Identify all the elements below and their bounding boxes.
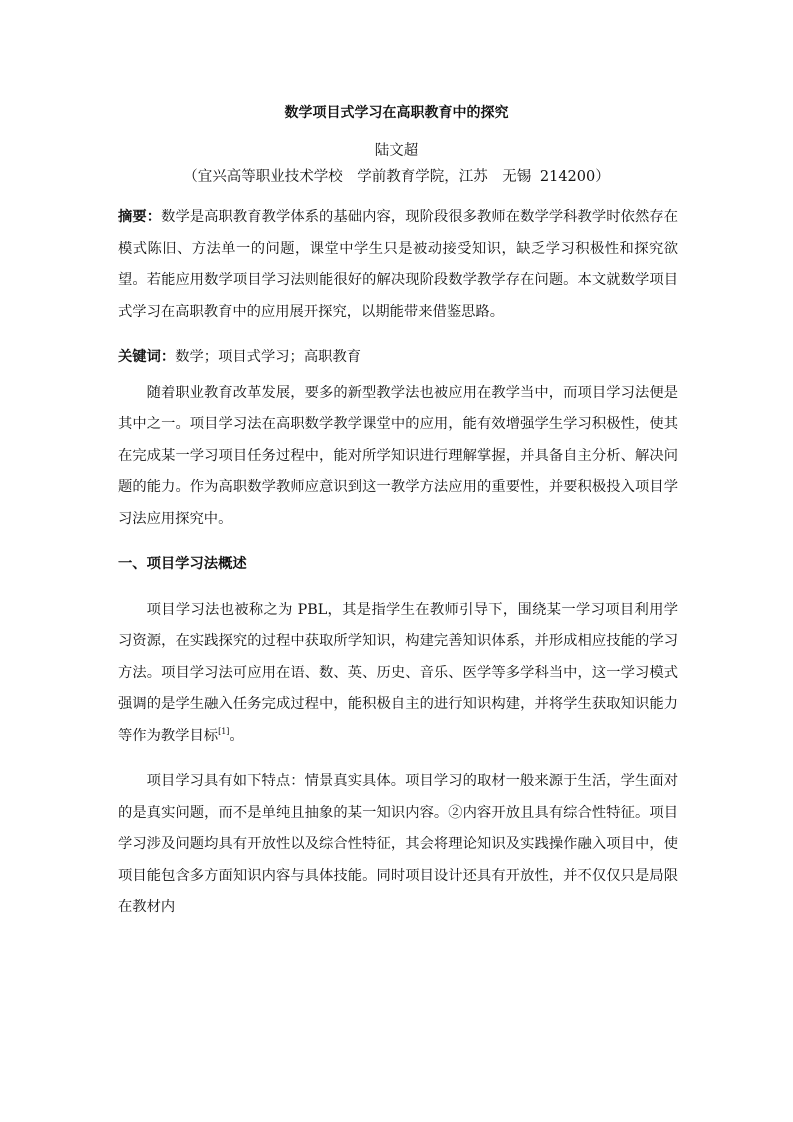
section1-paragraph-1-end: 。 xyxy=(229,727,244,744)
section1-paragraph-1 xyxy=(118,595,678,753)
abstract-text: 数学是高职教育教学体系的基础内容，现阶段很多教师在数学学科教学时依然存在模式陈旧、方法单一的问题，课堂中学生只是被动接受知识，缺乏学习积极性和探究欲望。若能应用数学项目学习法则能很好的解决现阶段数学教学存在问题。本文就数学项目式学习在高职教育中的应用展开探究，以期能带来借鉴思路。 xyxy=(118,209,679,320)
section1-paragraph-1-text: 项目学习法也被称之为 PBL，其是指学生在教师引导下，围绕某一学习项目利用学习资源，在实践探究的过程中获取所学知识，构建完善知识体系，并形成相应技能的学习方法。项目学习法可应用在语、数、英、历史、音乐、医学等多学科当中，这一学习模式强调的是学生融入任务完成过程中，能积极自主的进行知识构建，并将学生获取知识能力等作为教学目标 xyxy=(118,601,678,744)
abstract-label: 摘要： xyxy=(118,209,162,225)
keywords-label: 关键词： xyxy=(118,349,176,365)
section-heading-1: 一、项目学习法概述 xyxy=(118,556,247,572)
intro-paragraph: 随着职业教育改革发展，要多的新型教学法也被应用在教学当中，而项目学习法便是其中之一。项目学习法在高职数学教学课堂中的应用，能有效增强学生学习积极性，使其在完成某一学习项目任务过程中，能对所学知识进行理解掌握，并具备自主分析、解决问题的能力。作为高职数学教师应意识到这一教学方法应用的重要性，并要积极投入项目学习法应用探究中。 xyxy=(118,384,678,527)
keywords-text: 数学；项目式学习；高职教育 xyxy=(175,349,362,365)
abstract-paragraph xyxy=(118,202,678,328)
paper-body xyxy=(118,202,678,924)
paper-author: 陆文超 xyxy=(374,143,419,159)
paper-affiliation: （宜兴高等职业技术学校 学前教育学院，江苏 无锡 214200） xyxy=(183,169,610,185)
paper-title: 数学项目式学习在高职教育中的探究 xyxy=(284,105,509,121)
keywords-paragraph xyxy=(118,342,678,374)
section1-paragraph-2: 项目学习具有如下特点：情景真实具体。项目学习的取材一般来源于生活，学生面对的是真实问题，而不是单纯且抽象的某一知识内容。②内容开放且具有综合性特征。项目学习涉及问题均具有开放性以及综合性特征，其会将理论知识及实践操作融入项目中，使项目能包含多方面知识内容与具体技能。同时项目设计还具有开放性，并不仅仅只是局限在教材内 xyxy=(118,773,678,915)
citation-ref: [1] xyxy=(218,726,230,736)
